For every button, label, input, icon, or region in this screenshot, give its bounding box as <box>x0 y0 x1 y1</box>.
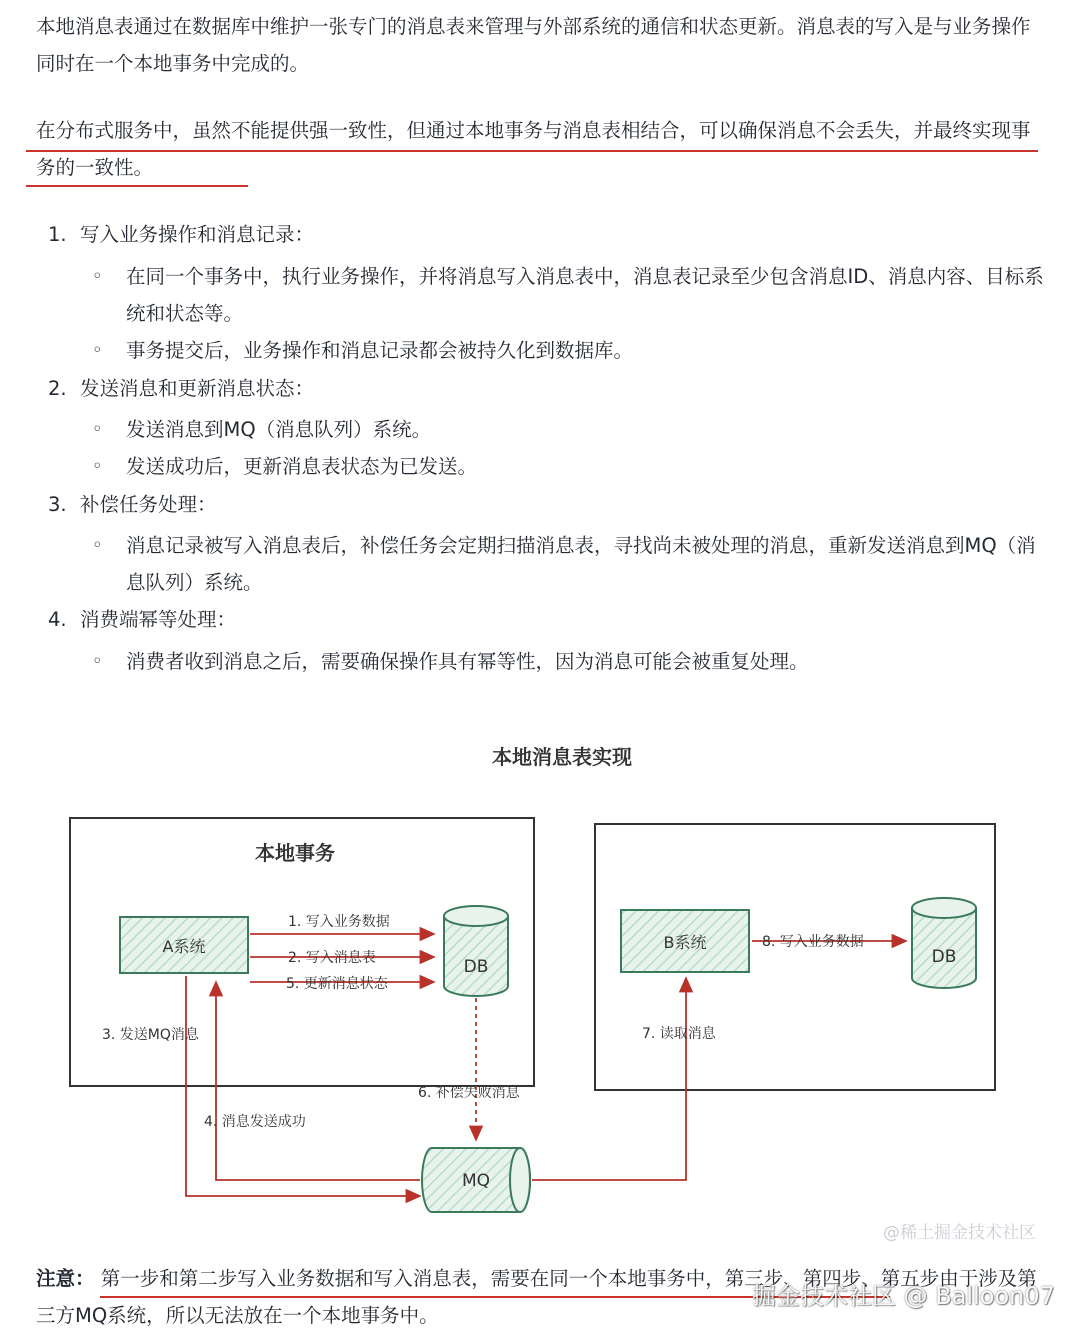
arrow-7-label: 7. 读取消息 <box>642 1026 716 1042</box>
bullet-text: 在同一个事务中，执行业务操作，并将消息写入消息表中，消息表记录至少包含消息ID、消息内容、目标系统和状态等。 <box>126 265 1044 325</box>
intro-paragraph-1: 本地消息表通过在数据库中维护一张专门的消息表来管理与外部系统的通信和状态更新。消息表的写入是与业务操作同时在一个本地事务中完成的。 <box>36 15 1031 75</box>
bullet-icon: ◦ <box>92 266 103 287</box>
system-a-label: A系统 <box>162 937 206 956</box>
bullet-text: 事务提交后，业务操作和消息记录都会被持久化到数据库。 <box>126 339 634 362</box>
watermark: 掘金技术社区 @ Balloon07 <box>752 1282 1055 1310</box>
arrow-3-label: 3. 发送MQ消息 <box>102 1027 199 1043</box>
note-label: 注意： <box>36 1267 95 1290</box>
mq-label: MQ <box>461 1171 491 1191</box>
bullet-icon: ◦ <box>92 535 103 556</box>
db-b-label: DB <box>931 947 957 967</box>
arrow-6-label: 6. 补偿失败消息 <box>418 1085 520 1101</box>
highlight-underline-1 <box>26 150 1038 152</box>
bullet-text: 消费者收到消息之后，需要确保操作具有幂等性，因为消息可能会被重复处理。 <box>126 650 809 673</box>
step-title: 补偿任务处理： <box>80 493 217 516</box>
arrow-5-label: 5. 更新消息状态 <box>286 976 388 992</box>
arrow-8-label: 8. 写入业务数据 <box>762 934 864 950</box>
local-transaction-label: 本地事务 <box>255 841 335 865</box>
system-b-label: B系统 <box>663 933 707 952</box>
highlight-underline-2 <box>26 185 248 187</box>
step-number: 4. <box>48 608 67 631</box>
step-number: 1. <box>48 223 67 246</box>
bullet-icon: ◦ <box>92 651 103 672</box>
db-a-label: DB <box>463 957 489 977</box>
local-message-table-diagram <box>0 720 1088 1250</box>
step-number: 3. <box>48 493 67 516</box>
bullet-text: 发送成功后，更新消息表状态为已发送。 <box>126 455 478 478</box>
arrow-1-label: 1. 写入业务数据 <box>288 914 390 930</box>
step-title: 发送消息和更新消息状态： <box>80 377 315 400</box>
bullet-text: 消息记录被写入消息表后，补偿任务会定期扫描消息表，寻找尚未被处理的消息，重新发送消息到MQ（消息队列）系统。 <box>126 534 1036 594</box>
diagram-credit: @稀土掘金技术社区 <box>883 1223 1036 1243</box>
step-number: 2. <box>48 377 67 400</box>
arrow-4-label: 4. 消息发送成功 <box>204 1114 306 1130</box>
step-title: 消费端幂等处理： <box>80 608 237 631</box>
bullet-icon: ◦ <box>92 340 103 361</box>
arrow-2-label: 2. 写入消息表 <box>288 950 376 966</box>
step-title: 写入业务操作和消息记录： <box>80 223 315 246</box>
bullet-icon: ◦ <box>92 419 103 440</box>
intro-paragraph-2: 在分布式服务中，虽然不能提供强一致性，但通过本地事务与消息表相结合，可以确保消息不会丢失，并最终实现事务的一致性。 <box>36 119 1031 179</box>
db-a-cylinder <box>444 906 508 996</box>
bullet-text: 发送消息到MQ（消息队列）系统。 <box>126 418 432 441</box>
db-b-cylinder <box>912 898 976 988</box>
diagram-title: 本地消息表实现 <box>492 745 632 769</box>
bullet-icon: ◦ <box>92 456 103 477</box>
note-text: 第一步和第二步写入业务数据和写入消息表，需要在同一个本地事务中，第三步、第四步、第五步由于涉及第三方MQ系统，所以无法放在一个本地事务中。 <box>36 1267 1037 1327</box>
